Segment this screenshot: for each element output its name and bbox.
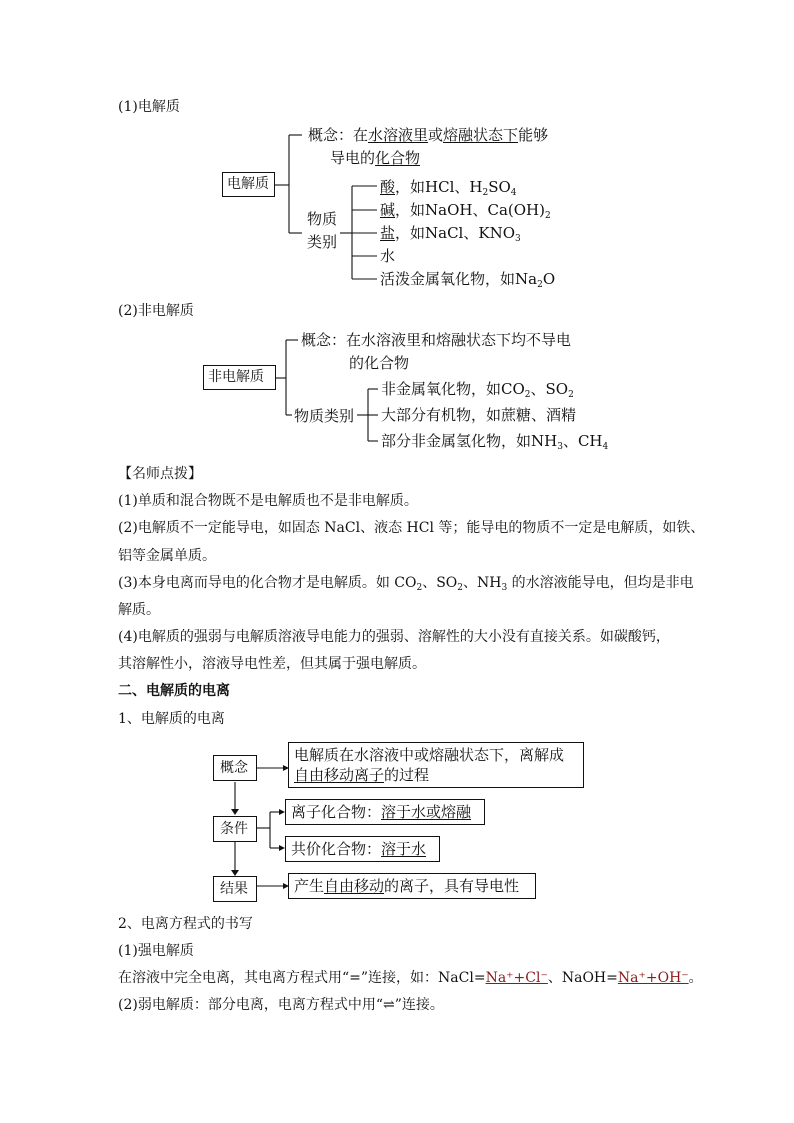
tip-4-line1: (4)电解质的强弱与电解质溶液导电能力的强弱、溶解性的大小没有直接关系。如碳酸钙， [118, 629, 670, 645]
category-acid: 酸，如HCl、$H_2SO_4$ [380, 178, 517, 198]
category-base: 碱，如NaOH、$Ca(OH)_2$ [380, 201, 551, 221]
flow-box-result [213, 876, 257, 902]
flow-box-concept [213, 755, 257, 781]
flow-result-text: 产生自由移动的离子，具有导电性 [294, 877, 520, 895]
part2-sub2: 2、电离方程式的书写 [118, 916, 253, 932]
tip-2-line2: 铝等金属单质。 [118, 548, 216, 564]
flow-covalent-text: 共价化合物：溶于水 [291, 840, 427, 858]
category-salt: 盐，如NaCl、$KNO_3$ [380, 224, 521, 244]
tip-4-line2: 其溶解性小，溶液导电性差，但其属于强电解质。 [118, 656, 426, 672]
part2-sub1: 1、电解质的电离 [118, 711, 225, 727]
tip-3-line2: 解质。 [118, 602, 160, 618]
nonelectrolyte-category-label: 物质类别 [294, 407, 355, 425]
part2-heading: 二、电解质的电离 [118, 683, 230, 699]
flow-concept-text-box [288, 742, 584, 788]
strong-electrolyte-label: (1)强电解质 [118, 943, 194, 959]
flow-concept-line1: 电解质在水溶液中或熔融状态下，离解成 [294, 746, 565, 764]
nonelectrolyte-box [203, 365, 276, 390]
equation-naoh: Na⁺+OH⁻ [617, 970, 689, 986]
flow-concept-line2: 自由移动离子的过程 [294, 766, 430, 784]
flow-box-result-label: 结果 [220, 881, 248, 897]
electrolyte-concept-line1: 概念：在水溶液里或熔融状态下能够 [308, 126, 549, 144]
strong-electrolyte-text: 在溶液中完全电离，其电离方程式用“=”连接，如：NaCl=Na⁺+Cl⁻、NaOH=Na⁺+OH⁻。 [118, 970, 703, 986]
category-water: 水 [380, 247, 396, 265]
tip-1: (1)单质和混合物既不是电解质也不是非电解质。 [118, 493, 418, 509]
equation-nacl: Na⁺+Cl⁻ [485, 970, 548, 986]
section-label-electrolyte: (1)电解质 [118, 99, 180, 115]
nonelectrolyte-concept-line2: 的化合物 [349, 354, 410, 372]
nonelectrolyte-concept-line1: 概念：在水溶液里和熔融状态下均不导电 [301, 331, 572, 349]
flow-result-box [288, 873, 536, 899]
nonelectrolyte-item-organic: 大部分有机物，如蔗糖、酒精 [381, 406, 577, 424]
electrolyte-box-label: 电解质 [227, 176, 269, 192]
material-label-1: 物质 [307, 210, 338, 228]
nonelectrolyte-item-oxide: 非金属氧化物，如$CO_2$、$SO_2$ [381, 380, 574, 400]
tip-3-line1: (3)本身电离而导电的化合物才是电解质。如 $CO_2$、$SO_2$、$NH_3$ 的水溶液能导电，但均是非电 [118, 575, 694, 593]
flow-ionic-box [285, 799, 485, 825]
tip-2-line1: (2)电解质不一定能导电，如固态 NaCl、液态 HCl 等；能导电的物质不一定是电解质，如铁、 [118, 520, 705, 536]
flow-box-concept-label: 概念 [220, 760, 248, 776]
flow-covalent-box [285, 836, 440, 862]
electrolyte-box [222, 172, 275, 197]
flow-box-condition [213, 816, 257, 842]
flow-ionic-text: 离子化合物：溶于水或熔融 [291, 803, 472, 821]
electrolyte-concept-line2: 导电的化合物 [330, 149, 421, 167]
tips-header: 【名师点拨】 [118, 466, 202, 482]
flow-box-condition-label: 条件 [220, 821, 248, 837]
weak-electrolyte-text: (2)弱电解质：部分电离，电离方程式中用“⇌”连接。 [118, 997, 444, 1013]
material-label-2: 类别 [307, 233, 338, 251]
section-label-nonelectrolyte: (2)非电解质 [118, 303, 194, 319]
nonelectrolyte-item-hydride: 部分非金属氢化物，如$NH_3$、$CH_4$ [381, 432, 609, 452]
category-oxide: 活泼金属氧化物，如$Na_2O$ [380, 270, 556, 290]
nonelectrolyte-box-label: 非电解质 [208, 369, 264, 385]
